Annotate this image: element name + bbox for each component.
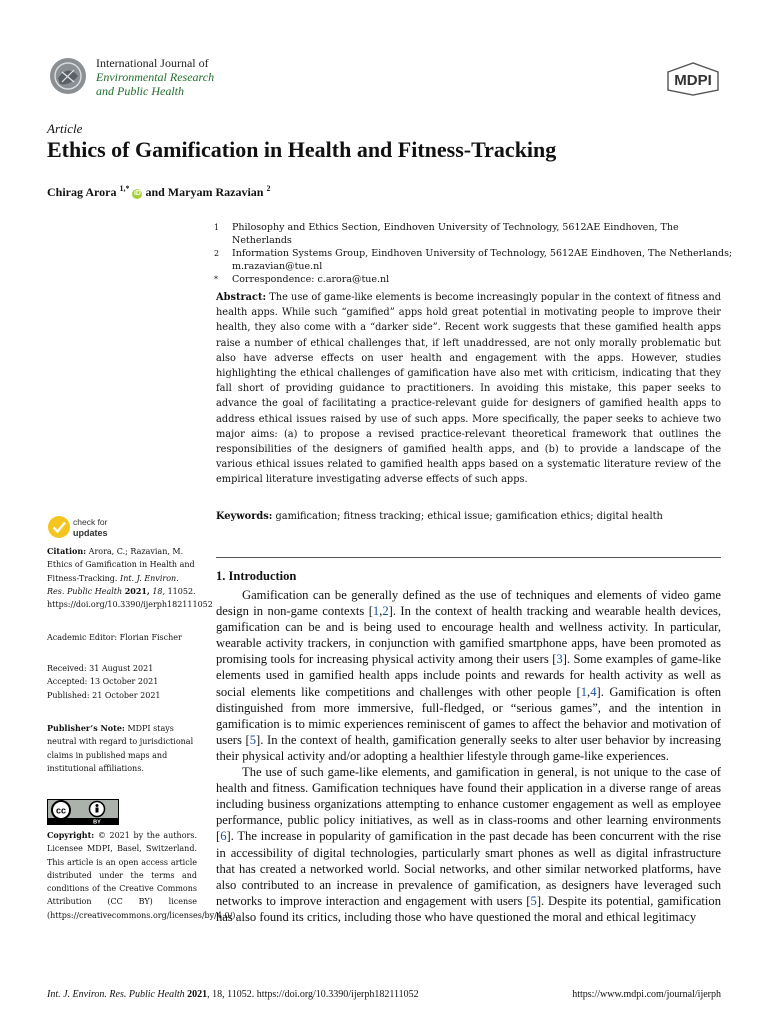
article-type-label: Article [47, 121, 83, 136]
affiliation-mark: 1 [214, 223, 220, 232]
published-date: Published: 21 October 2021 [47, 690, 161, 700]
cc-by-text: BY [93, 819, 101, 825]
correspondence [214, 273, 734, 286]
journal-line-1: International Journal of [96, 56, 209, 70]
keywords-label: Keywords: [216, 511, 273, 522]
copyright-block [47, 829, 238, 922]
publishers-note-label: Publisher’s Note: [47, 723, 125, 733]
citation-link[interactable]: 3 [556, 652, 563, 667]
citation-link[interactable]: 1 [372, 604, 380, 619]
copyright-label: Copyright: [47, 830, 95, 840]
academic-editor: Academic Editor: Florian Fischer [47, 633, 182, 642]
footer-journal-url[interactable]: https://www.mdpi.com/journal/ijerph [572, 989, 721, 1000]
article-title: Ethics of Gamification in Health and Fitness-Tracking [47, 137, 557, 162]
text-run: The use of such game-like elements, and gamification in general, is not unique to the case of health and fitness. Gamification techniques have found their application in a diverse range of areas including business organizations attempting to enhance customer engagement as well as employee performance, public policy initiatives, as well as in class-rooms and other learning environments [ [216, 765, 721, 844]
publisher-name: MDPI [674, 72, 712, 89]
author-1-name: Chirag Arora [47, 185, 117, 199]
journal-line-3: and Public Health [96, 84, 184, 98]
abstract-label: Abstract: [216, 292, 267, 303]
citation-block [47, 545, 213, 611]
introduction-body [216, 587, 721, 925]
citation-link[interactable]: 5 [530, 893, 537, 908]
page-footer-citation [47, 989, 419, 1000]
dates-block [47, 662, 197, 702]
text-run: ]. Gamification is often distinguished from more immersive, full-fledged, or “serious games”, and the intention in gamification is to mimic experiences reminiscent of games to affect the behavior and motivation of users [ [216, 684, 721, 747]
check-for-updates-icon [48, 516, 70, 538]
text-run: Gamification can be generally defined as the use of techniques and elements of video game design in non-game contexts [ [216, 588, 721, 619]
citation-text-1: Arora, C.; Razavian, M. Ethics of Gamification in Health and Fitness-Tracking. [47, 547, 195, 583]
received-date: Received: 31 August 2021 [47, 664, 154, 673]
footer-journal: Int. J. Environ. Res. Public Health [47, 989, 185, 1000]
citation-link[interactable]: 6 [220, 829, 227, 844]
publishers-note [47, 722, 197, 775]
keywords [216, 510, 721, 524]
introduction-paragraph-1: Gamification can be generally defined as the use of techniques and elements of video game design in non-game contexts [1,2]. In the context of health tracking and wearable health devices, gamification can be and is being used to encourage health and wellness activity. In particular, wearable activity trackers, in conjunction with gamified smartphone apps, have been promoted as promising tools for increasing physical activity among their users [3]. Some examples of game-like elements used in gamified health apps include points and rewards for health activity as well as social elements like competitions and challenges with other people [1,4]. Gamification is often distinguished from more immersive, full-fledged, or “serious games”, and the intention in gamification is to mimic experiences reminiscent of games to affect the behavior and motivation of users [5]. In the context of health, gamification generally seeks to alter user behavior by increasing their physical activity and/or adopting a healthier lifestyle through game-like experiences. [216, 588, 721, 763]
author-1-affiliation-mark: 1,* [119, 184, 130, 193]
affiliation-2 [214, 247, 734, 273]
footer-details: , 18, 11052. https://doi.org/10.3390/ijerph182111052 [207, 989, 419, 1000]
author-join: and Maryam Razavian [145, 185, 264, 199]
author-2-affiliation-mark: 2 [266, 184, 271, 193]
affiliations [214, 221, 734, 286]
citation-year: 2021, [124, 585, 150, 596]
accepted-date: Accepted: 13 October 2021 [47, 677, 159, 687]
text-run: ]. Despite its potential, gamification has also found its critics, including those who have questioned the moral and ethical legitimacy [216, 893, 721, 924]
check-for-updates-badge[interactable] [47, 514, 127, 540]
citation-journal: Int. J. Environ. Res. Public Health [47, 573, 179, 596]
citation-link[interactable]: 4 [590, 684, 597, 699]
journal-logo-icon [48, 56, 88, 96]
citation-link[interactable]: 1 [580, 684, 588, 699]
cc-badge-text: cc [55, 805, 67, 816]
text-run: ]. In the context of health, gamification generally seeks to alter user behavior by increasing their physical activity and/or adopting a healthier lifestyle through game-like experiences. [216, 732, 721, 763]
copyright-text: © 2021 by the authors. Licensee MDPI, Basel, Switzerland. This article is an open access article distributed under the terms and conditions of the Creative Commons Attribution (CC BY) license (https://creativecommons.org/licenses/by/4.0/). [47, 831, 238, 920]
citation-link[interactable]: 2 [382, 604, 389, 619]
introduction-paragraph-2 [216, 764, 721, 925]
author-list [47, 181, 270, 200]
citation-text-2: 11052. https://doi.org/10.3390/ijerph182111052 [47, 586, 213, 610]
cc-by-license-icon[interactable] [47, 799, 119, 825]
footer-year: 2021 [187, 989, 208, 1000]
mdpi-logo-icon [666, 62, 720, 96]
check-for-text: check for [73, 517, 108, 527]
text-run: ]. Some examples of game-like elements used in gamified health apps include points and rewards for health activity as well as social elements like competitions and challenges with other people [ [216, 652, 721, 699]
section-divider [216, 557, 721, 558]
updates-text: updates [73, 528, 108, 538]
affiliation-mark: 2 [214, 249, 220, 258]
journal-name [96, 56, 214, 98]
affiliation-text: Philosophy and Ethics Section, Eindhoven University of Technology, 5612AE Eindhoven, The Netherlands [232, 222, 679, 246]
correspondence-text: Correspondence: c.arora@tue.nl [232, 274, 390, 285]
affiliation-text: Information Systems Group, Eindhoven University of Technology, 5612AE Eindhoven, The Netherlands; m.razavian@tue.nl [232, 248, 733, 272]
citation-volume: 18, [152, 586, 166, 596]
text-run: ]. The increase in popularity of gamification in the past decade has been concurrent with the rise in accessibility of digital technologies, particularly smart phones as well as digital infrastructure that has created a networked world. Social networks, and other similar networked platforms, have also contributed to an increase in prevalence of gamification, as designers have leveraged such networks to improve interaction and engagement with users [ [216, 829, 721, 908]
publishers-note-text: MDPI stays neutral with regard to jurisdictional claims in published maps and institutional affiliations. [47, 724, 194, 773]
orcid-icon[interactable]: iD [133, 190, 141, 197]
citation-link[interactable]: 5 [249, 732, 257, 747]
text-run: ]. In the context of health tracking and wearable health devices, gamification can be and is being used to encourage health and wellness activity. In particular, wearable activity trackers, in conjunction with gamified smartphone apps, have been promoted as promising tools for increasing physical activity among their users [ [216, 604, 721, 667]
journal-line-2: Environmental Research [96, 70, 215, 84]
abstract-text: The use of game-like elements is become increasingly popular in the context of fitness and health apps. While such “gamified” apps hold great potential in motivating people to improve their health, they also come with a “darker side”. Recent work suggests that these gamified health apps raise a number of ethical challenges that, if left unaddressed, are not only morally problematic but also have adverse effects on user health and engagement with the apps. However, studies highlighting the ethical challenges of gamification have also met with criticism, indicating that they fall short of providing guidance to practitioners. In avoiding this mistake, this paper seeks to advance the goal of facilitating a practice-relevant guide for designers of gamified health apps to address ethical issues raised by use of such apps. More specifically, the paper seeks to achieve two major aims: (a) to propose a revised practice-relevant theoretical framework that outlines the responsibilities of the designers of gamified health apps, and (b) to provide a landscape of the various ethical issues related to gamified health apps based on a systematic literature review of the empirical literature investigating adverse effects of such apps. [216, 292, 721, 486]
introduction-heading: 1. Introduction [216, 569, 297, 583]
affiliation-1 [214, 221, 734, 247]
keywords-text: gamification; fitness tracking; ethical issue; gamification ethics; digital health [275, 511, 663, 522]
affiliation-mark: * [214, 275, 218, 284]
citation-label: Citation: [47, 546, 87, 556]
abstract [216, 290, 721, 488]
